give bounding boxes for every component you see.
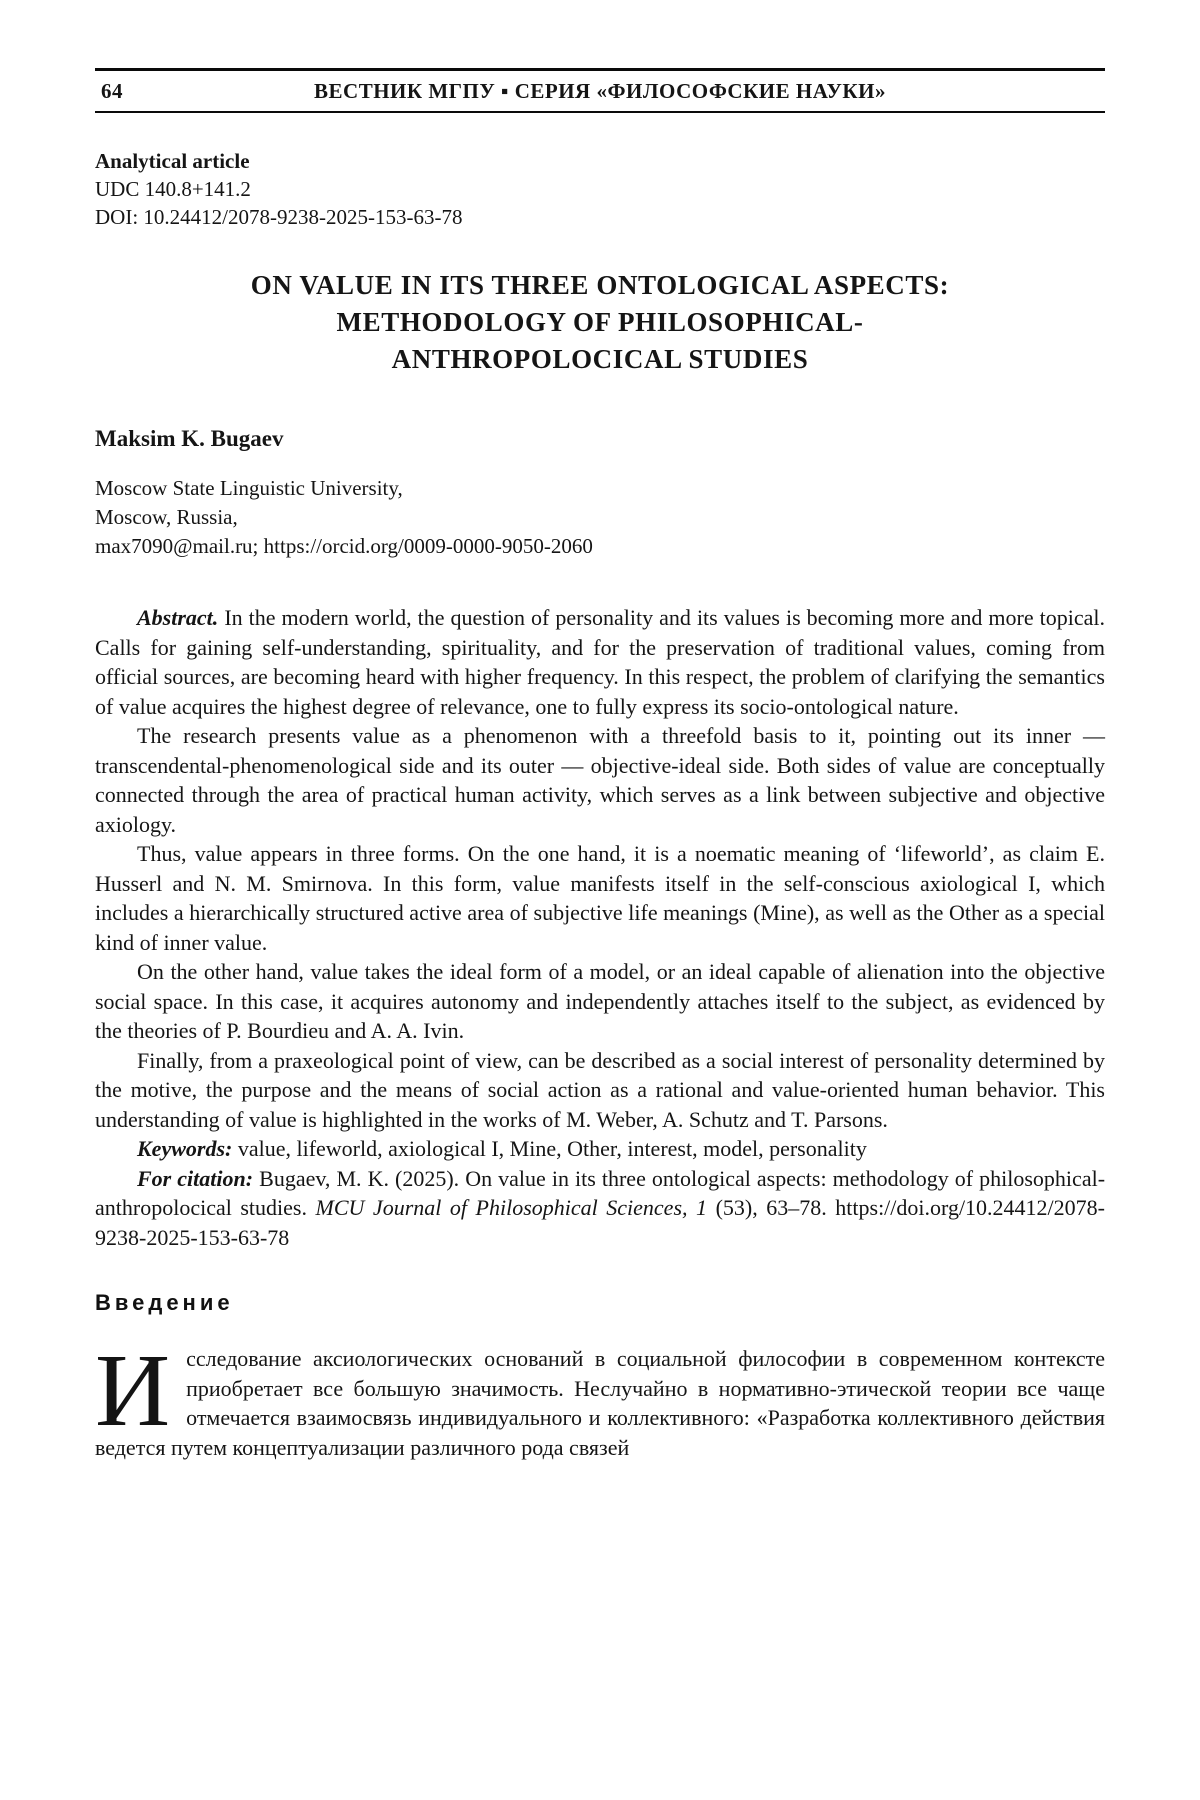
citation-paragraph (95, 1164, 1105, 1253)
abstract-section (95, 603, 1105, 1134)
introduction-text: сследование аксиологических оснований в социальной философии в современном контексте приобретает все большую значимость. Неслучайно в нормативно-этической теории все чаще отмечается взаимосвязь индивидуального и коллективного: «Разработка коллективного действия ведется путем концептуализации различного рода связей (95, 1346, 1105, 1460)
abstract-paragraph: On the other hand, value takes the ideal form of a model, or an ideal capable of alienation into the objective social space. In this case, it acquires autonomy and independently attaches itself to the subject, as evidenced by the theories of P. Bourdieu and A. A. Ivin. (95, 959, 1105, 1043)
affiliation-line: Moscow State Linguistic University, (95, 476, 403, 500)
article-title-line: METHODOLOGY OF PHILOSOPHICAL- (336, 307, 864, 337)
udc-line: UDC 140.8+141.2 (95, 177, 251, 201)
author-affiliation (95, 474, 1105, 561)
citation-journal-name: MCU Journal of Philosophical Sciences, 1 (315, 1195, 708, 1220)
introduction-paragraph (95, 1333, 1105, 1462)
section-heading-introduction: Введение (95, 1290, 234, 1315)
keywords-paragraph (95, 1134, 1105, 1164)
citation-text: Bugaev, M. K. (2025). On value in its three ontological aspects: methodology of philosophical-anthropolocical studies. (95, 1165, 1106, 1220)
article-title-line: ON VALUE IN ITS THREE ONTOLOGICAL ASPECTS: (250, 270, 950, 300)
article-title-line: ANTHROPOLOCICAL STUDIES (391, 344, 809, 374)
article-type-label: Analytical article (95, 149, 250, 173)
dropcap-letter: И (95, 1333, 171, 1448)
keywords-text: value, lifeworld, axiological I, Mine, Other, interest, model, personality (237, 1136, 867, 1161)
abstract-label: Abstract. (137, 605, 219, 630)
citation-pages-doi: (53), 63–78. https://doi.org/10.24412/2078-9238-2025-153-63-78 (95, 1195, 1105, 1250)
abstract-paragraph: The research presents value as a phenomenon with a threefold basis to it, pointing out its inner — transcendental-phenomenological side and its outer — objective-ideal side. Both sides of value are conceptually connected through the area of practical human activity, which serves as a link between subjective and objective axiology. (95, 723, 1105, 837)
citation-section (95, 1164, 1105, 1253)
author-name: Maksim K. Bugaev (95, 426, 284, 451)
abstract-paragraph: Thus, value appears in three forms. On the one hand, it is a noematic meaning of ‘lifeworld’, as claim E. Husserl and N. M. Smirnova. In this form, value manifests itself in the self-conscious axiological I, which includes a hierarchically structured active area of subjective life meanings (Mine), as well as the Other as a special kind of inner value. (95, 841, 1105, 955)
page-number: 64 (101, 79, 123, 103)
citation-label: For citation: (137, 1165, 254, 1191)
doi-line: DOI: 10.24412/2078-9238-2025-153-63-78 (95, 205, 463, 229)
introduction-section (95, 1333, 1105, 1462)
journal-title: ВЕСТНИК МГПУ ▪ СЕРИЯ «ФИЛОСОФСКИЕ НАУКИ» (314, 79, 886, 103)
article-meta (95, 147, 1105, 231)
abstract-paragraph: Finally, from a praxeological point of view, can be described as a social interest of personality determined by the motive, the purpose and the means of social action as a rational and value-oriented human behavior. This understanding of value is highlighted in the works of M. Weber, A. Schutz and T. Parsons. (95, 1047, 1105, 1132)
keywords-section (95, 1134, 1105, 1164)
abstract-text: In the modern world, the question of personality and its values is becoming more and more topical. Calls for gaining self-understanding, spirituality, and for the preservation of traditional values, coming from official sources, are becoming heard with higher frequency. In this respect, the problem of clarifying the semantics of value acquires the highest degree of relevance, one to fully express its socio-ontological nature. (95, 605, 1105, 719)
abstract-paragraph (95, 603, 1105, 721)
page-header (95, 68, 1105, 113)
affiliation-line: Moscow, Russia, (95, 505, 238, 529)
article-title (95, 267, 1105, 378)
keywords-label: Keywords: (137, 1136, 233, 1161)
affiliation-contact-line: max7090@mail.ru; https://orcid.org/0009-0000-9050-2060 (95, 534, 593, 558)
